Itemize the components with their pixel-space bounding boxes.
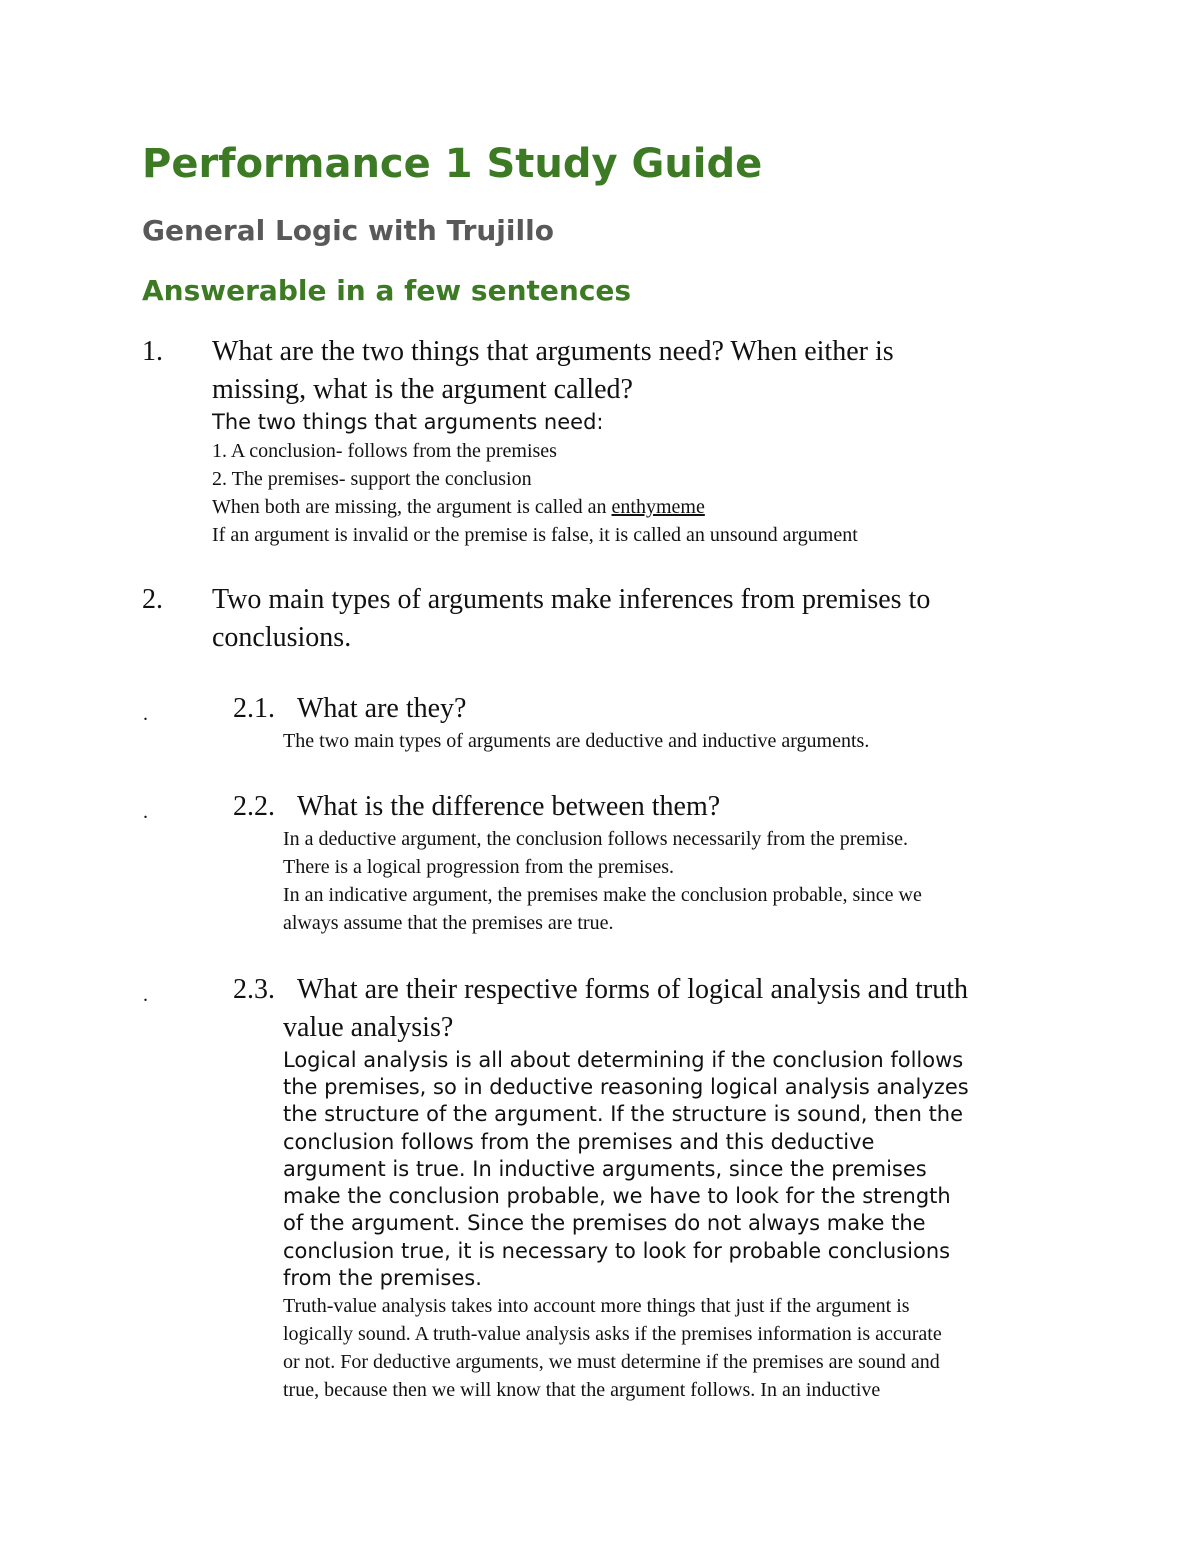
logical-analysis-line: argument is true. In inductive arguments, since the premises [283, 1157, 927, 1181]
list-bullet: . [143, 984, 148, 1006]
question-number: 2.1. [233, 693, 275, 724]
question-number: 2.2. [233, 791, 275, 822]
logical-analysis-line: the premises, so in deductive reasoning logical analysis analyzes [283, 1075, 969, 1099]
logical-analysis-line: conclusion follows from the premises and this deductive [283, 1130, 875, 1154]
question-text-line: missing, what is the argument called? [212, 374, 633, 405]
answer-line: If an argument is invalid or the premise is false, it is called an unsound argument [212, 524, 858, 546]
document-subtitle: General Logic with Trujillo [142, 214, 554, 247]
logical-analysis-line: of the argument. Since the premises do not always make the [283, 1211, 926, 1235]
question-text-line: What is the difference between them? [297, 791, 721, 822]
logical-analysis-line: make the conclusion probable, we have to look for the strength [283, 1184, 951, 1208]
answer-line: There is a logical progression from the premises. [283, 856, 674, 878]
truth-value-analysis-line: or not. For deductive arguments, we must determine if the premises are sound and [283, 1351, 940, 1373]
question-text-line: What are they? [297, 693, 467, 724]
document-title: Performance 1 Study Guide [142, 141, 763, 187]
answer-line: always assume that the premises are true. [283, 912, 614, 934]
enthymeme-term: enthymeme [611, 496, 705, 518]
answer-line: 2. The premises- support the conclusion [212, 468, 532, 490]
answer-heading: The two things that arguments need: [212, 410, 604, 434]
question-text-line: value analysis? [283, 1012, 454, 1043]
answer-text: When both are missing, the argument is called an [212, 496, 612, 518]
truth-value-analysis-line: Truth-value analysis takes into account more things that just if the argument is [283, 1295, 910, 1317]
list-bullet: . [143, 703, 148, 725]
truth-value-analysis-line: logically sound. A truth-value analysis asks if the premises information is accurate [283, 1323, 942, 1345]
question-number: 1. [142, 336, 163, 367]
question-number: 2. [142, 584, 163, 615]
question-text-line: conclusions. [212, 622, 352, 653]
question-number: 2.3. [233, 974, 275, 1005]
question-text-line: What are their respective forms of logical analysis and truth [297, 974, 968, 1005]
logical-analysis-line: from the premises. [283, 1266, 482, 1290]
answer-line: 1. A conclusion- follows from the premises [212, 440, 557, 462]
answer-line: The two main types of arguments are deductive and inductive arguments. [283, 730, 870, 752]
section-heading: Answerable in a few sentences [142, 274, 632, 307]
question-text-line: What are the two things that arguments need? When either is [212, 336, 894, 367]
answer-line: In an indicative argument, the premises make the conclusion probable, since we [283, 884, 922, 906]
answer-line [212, 493, 705, 521]
logical-analysis-line: conclusion true, it is necessary to look for probable conclusions [283, 1239, 951, 1263]
truth-value-analysis-line: true, because then we will know that the argument follows. In an inductive [283, 1379, 881, 1401]
answer-line: In a deductive argument, the conclusion follows necessarily from the premise. [283, 828, 908, 850]
list-bullet: . [143, 801, 148, 823]
question-text-line: Two main types of arguments make inferences from premises to [212, 584, 931, 615]
logical-analysis-line: the structure of the argument. If the structure is sound, then the [283, 1102, 964, 1126]
logical-analysis-line: Logical analysis is all about determining if the conclusion follows [283, 1048, 964, 1072]
